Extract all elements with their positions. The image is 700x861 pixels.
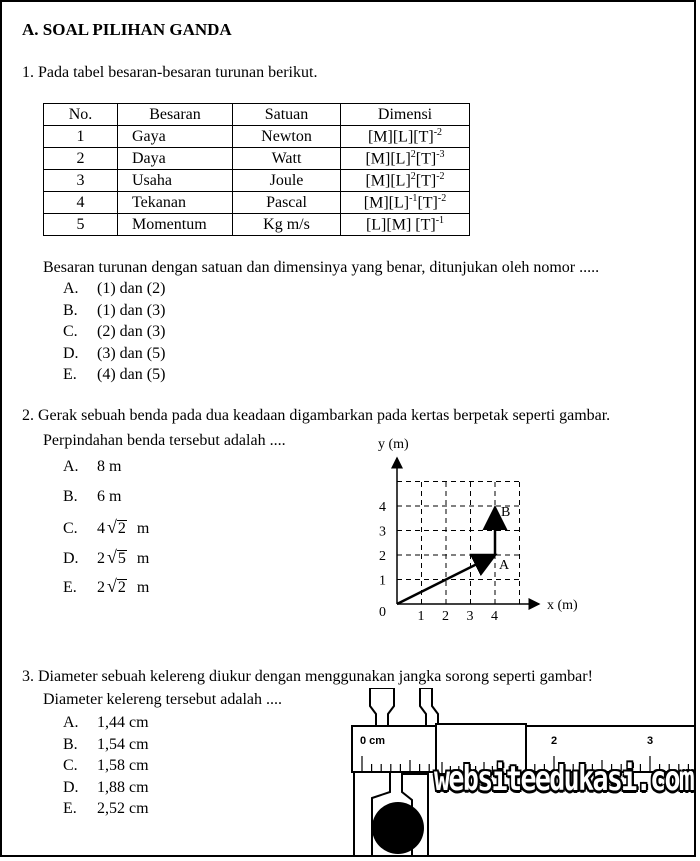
option-letter: A. — [63, 714, 79, 731]
table-row — [44, 126, 470, 148]
dimension-base: [M][L] — [363, 194, 410, 212]
option-unit: m — [136, 579, 150, 596]
option-text: 1,54 cm — [97, 735, 149, 753]
dimension-exponent: -2 — [436, 170, 445, 182]
answer-option[interactable] — [63, 280, 165, 298]
row-besaran: Gaya — [118, 126, 233, 148]
answer-option[interactable] — [63, 714, 149, 732]
row-no: 5 — [44, 214, 118, 236]
row-besaran: Momentum — [118, 214, 233, 236]
option-unit: m — [136, 520, 150, 537]
option-value: 2 — [97, 549, 105, 567]
option-text: 1,44 cm — [97, 714, 149, 731]
row-dimensi — [341, 126, 470, 148]
option-letter: D. — [63, 778, 79, 796]
dimension-base: [T] — [417, 194, 438, 212]
option-text: (1) dan (3) — [97, 301, 166, 319]
table-row — [44, 214, 470, 236]
x-tick-label: 2 — [442, 609, 449, 624]
option-letter: E. — [63, 366, 77, 383]
option-letter: B. — [63, 735, 78, 753]
sqrt-radicand: 2 — [117, 579, 126, 596]
option-letter: C. — [63, 323, 78, 340]
section-title: A. SOAL PILIHAN GANDA — [22, 20, 232, 39]
dimension-exponent: -1 — [435, 214, 445, 226]
row-dimensi — [341, 214, 470, 236]
sqrt-radicand: 2 — [117, 520, 126, 537]
main-scale-label: 2 — [551, 735, 558, 747]
option-letter: E. — [63, 579, 77, 596]
y-tick-label: 2 — [379, 549, 386, 564]
row-satuan: Kg m/s — [233, 214, 341, 236]
option-value: 8 m — [97, 458, 122, 475]
answer-option[interactable] — [63, 345, 165, 363]
option-letter: E. — [63, 800, 77, 817]
table-row — [44, 170, 470, 192]
answer-option[interactable] — [63, 736, 149, 754]
row-besaran: Daya — [118, 148, 233, 170]
answer-option[interactable] — [63, 302, 165, 320]
table-row — [44, 192, 470, 214]
option-text: (3) dan (5) — [97, 344, 166, 362]
option-letter: B. — [63, 301, 78, 319]
dimension-exponent: 2 — [410, 148, 416, 160]
dimension-base: [M][L] — [365, 150, 411, 168]
answer-option[interactable] — [63, 517, 149, 538]
marble — [372, 802, 424, 854]
option-letter: C. — [63, 520, 78, 537]
point-a-label: A — [499, 558, 510, 573]
header-satuan: Satuan — [233, 104, 341, 126]
row-besaran: Tekanan — [118, 192, 233, 214]
caliper-upper-jaw-moving — [420, 688, 438, 726]
option-text: 2,52 cm — [97, 800, 149, 817]
sqrt-symbol: √ — [107, 517, 117, 537]
quantities-table — [43, 103, 470, 236]
caliper-unit-label: 0 cm — [360, 735, 386, 747]
q3-text: 3. Diameter sebuah kelereng diukur dengan menggunakan jangka sorong seperti gambar! — [22, 668, 593, 685]
option-value: 6 m — [97, 487, 122, 505]
y-tick-label: 1 — [379, 573, 386, 589]
row-no: 4 — [44, 192, 118, 214]
answer-option[interactable] — [63, 800, 149, 818]
table-row — [44, 148, 470, 170]
option-letter: C. — [63, 757, 78, 774]
option-letter: A. — [63, 458, 79, 475]
option-value: 4 — [97, 520, 105, 537]
dimension-exponent: -2 — [433, 126, 443, 138]
dimension-exponent: -1 — [409, 192, 418, 204]
dimension-base: [L][M] [T] — [365, 216, 436, 234]
answer-option[interactable] — [63, 366, 165, 384]
answer-option[interactable] — [63, 779, 149, 797]
x-tick-label: 3 — [466, 609, 474, 624]
point-b-label: B — [501, 505, 511, 520]
sqrt-radicand: 5 — [117, 549, 126, 567]
main-scale-label: 3 — [647, 735, 654, 747]
option-letter: A. — [63, 280, 79, 297]
dimension-base: [M][L][T] — [367, 128, 434, 146]
x-axis-label: x (m) — [547, 598, 578, 613]
origin-label: 0 — [379, 605, 386, 620]
dimension-exponent: 2 — [410, 170, 416, 182]
row-dimensi — [341, 148, 470, 170]
option-letter: D. — [63, 344, 79, 362]
q1-text: 1. Pada tabel besaran-besaran turunan berikut. — [22, 64, 318, 81]
x-tick-label: 1 — [417, 609, 425, 624]
x-tick-label: 4 — [491, 609, 498, 624]
watermark: websiteedukasi.com — [434, 759, 694, 799]
displacement-graph — [357, 434, 597, 634]
header-dimensi: Dimensi — [341, 104, 470, 126]
q2-prompt: Perpindahan benda tersebut adalah .... — [43, 432, 286, 449]
option-text: (1) dan (2) — [97, 280, 166, 297]
caliper-upper-jaw-fixed — [370, 688, 394, 726]
y-tick-label: 3 — [379, 524, 386, 540]
row-satuan: Newton — [233, 126, 341, 148]
row-dimensi — [341, 170, 470, 192]
answer-option[interactable] — [63, 757, 149, 775]
row-satuan: Pascal — [233, 192, 341, 214]
answer-option[interactable] — [63, 576, 149, 597]
row-satuan: Watt — [233, 148, 341, 170]
header-besaran: Besaran — [118, 104, 233, 126]
option-text: 1,58 cm — [97, 757, 149, 774]
header-no: No. — [44, 104, 118, 126]
sqrt-symbol: √ — [107, 546, 117, 567]
dimension-exponent: -2 — [437, 192, 447, 204]
answer-option[interactable] — [63, 458, 121, 476]
answer-option[interactable] — [63, 547, 149, 568]
q1-prompt: Besaran turunan dengan satuan dan dimensinya yang benar, ditunjukan oleh nomor ..... — [43, 259, 600, 276]
graph-grid — [397, 482, 520, 605]
dimension-base: [T] — [415, 172, 437, 190]
q2-text: 2. Gerak sebuah benda pada dua keadaan digambarkan pada kertas berpetak seperti gambar. — [22, 407, 611, 424]
answer-option[interactable] — [63, 323, 165, 341]
option-value: 2 — [97, 579, 105, 596]
option-text: (4) dan (5) — [97, 366, 166, 383]
row-no: 1 — [44, 126, 118, 148]
dimension-base: [M][L] — [365, 172, 411, 190]
option-text: (2) dan (3) — [97, 323, 166, 340]
q3-prompt: Diameter kelereng tersebut adalah .... — [43, 691, 282, 708]
option-letter: B. — [63, 487, 78, 505]
row-satuan: Joule — [233, 170, 341, 192]
y-tick-label: 4 — [379, 500, 386, 515]
row-no: 2 — [44, 148, 118, 170]
dimension-exponent: -3 — [436, 148, 445, 160]
row-besaran: Usaha — [118, 170, 233, 192]
option-letter: D. — [63, 549, 79, 567]
option-unit: m — [136, 549, 150, 567]
option-text: 1,88 cm — [97, 778, 149, 796]
table-header-row — [44, 104, 470, 126]
row-dimensi — [341, 192, 470, 214]
answer-option[interactable] — [63, 488, 121, 506]
dimension-base: [T] — [415, 150, 437, 168]
row-no: 3 — [44, 170, 118, 192]
sqrt-symbol: √ — [107, 576, 117, 596]
y-axis-label: y (m) — [378, 437, 409, 452]
